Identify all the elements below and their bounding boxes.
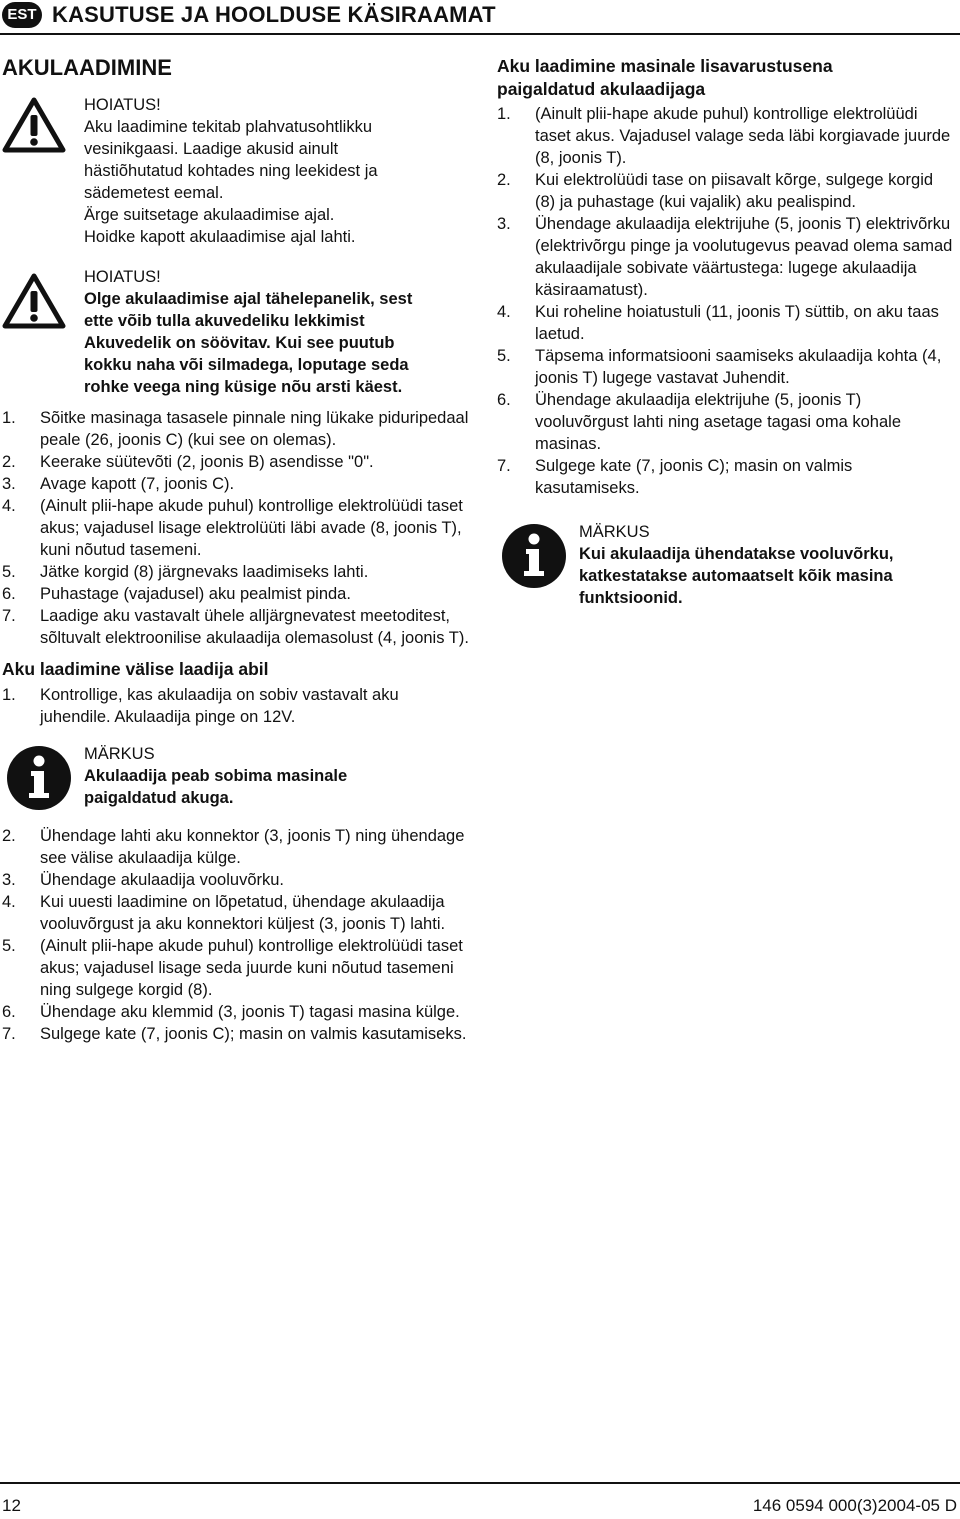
step-number: 4. [2,893,16,911]
step-number: 6. [2,585,16,603]
note-text-line: Akulaadija peab sobima masinale [84,767,348,785]
step-text: (Ainult plii-hape akude puhul) kontrollige elektrolüüdi taset akus; vajadusel lisage seda juurde kuni nõutud tasemeni ning sulgege korgid (8). [40,937,463,999]
step-number: 5. [497,347,511,365]
step-number: 7. [2,1025,16,1043]
info-circle-icon [6,745,72,811]
step-number: 1. [497,105,511,123]
external-charging-steps-continued [2,825,472,1045]
builtin-charger-steps [497,103,957,499]
step-text: Kui roheline hoiatustuli (11, joonis T) süttib, on aku taas laetud. [535,303,939,343]
warning-text-line: Hoidke kapott akulaadimise ajal lahti. [84,228,356,246]
step-number: 3. [2,475,16,493]
list-item [497,389,957,455]
warning-text-line: Aku laadimine tekitab plahvatusohtlikku [84,118,373,136]
list-item [2,495,472,561]
step-number: 7. [497,457,511,475]
list-item [2,1023,472,1045]
step-number: 6. [497,391,511,409]
subsection-title: Aku laadimine välise laadija abil [2,659,269,679]
left-column [2,54,472,1045]
list-item [2,869,472,891]
step-text: (Ainult plii-hape akude puhul) kontrollige elektrolüüdi taset akus. Vajadusel valage seda läbi korgiavade juurde (8, joonis T). [535,105,951,167]
step-text: Kui elektrolüüdi tase on piisavalt kõrge, sulgege korgid (8) ja puhastage (kui vajalik) aku pealispind. [535,171,934,211]
list-item [497,213,957,301]
step-text: Laadige aku vastavalt ühele alljärgnevatest meetoditest, sõltuvalt elektroonilise akulaadija olemasolust (4, joonis T). [40,607,469,647]
warning-notice-1 [2,94,472,248]
step-text: (Ainult plii-hape akude puhul) kontrollige elektrolüüdi taset akus; vajadusel lisage elektrolüüti läbi avade (8, joonis T), kuni nõutud tasemeni. [40,497,463,559]
footer-rule [0,1482,960,1484]
info-circle-icon [501,523,567,589]
warning-title: HOIATUS! [84,96,161,114]
list-item [497,455,957,499]
warning-text-line: Ärge suitsetage akulaadimise ajal. [84,206,335,224]
warning-notice-2 [2,266,472,398]
note-text-line: katkestatakse automaatselt kõik masina [579,567,893,585]
note-title: MÄRKUS [579,523,650,541]
warning-text-line: hästiõhutatud kohtades ning leekidest ja [84,162,378,180]
step-text: Ühendage akulaadija elektrijuhe (5, joonis T) vooluvõrgust lahti ning asetage tagasi oma kohale masinas. [535,391,901,453]
list-item [2,684,472,728]
step-number: 2. [2,453,16,471]
list-item [2,561,472,583]
subsection-title-line: paigaldatud akulaadijaga [497,79,706,99]
list-item [497,345,957,389]
info-notice [497,521,957,609]
step-number: 4. [497,303,511,321]
note-text-line: Kui akulaadija ühendatakse vooluvõrku, [579,545,894,563]
warning-text-line: Olge akulaadimise ajal tähelepanelik, sest [84,290,413,308]
right-column [497,55,957,609]
document-title: KASUTUSE JA HOOLDUSE KÄSIRAAMAT [52,2,496,27]
step-text: Ühendage aku klemmid (3, joonis T) tagasi masina külge. [40,1003,460,1021]
warning-title: HOIATUS! [84,268,161,286]
list-item [2,891,472,935]
step-text: Kontrollige, kas akulaadija on sobiv vastavalt aku juhendile. Akulaadija pinge on 12V. [40,686,399,726]
list-item [2,407,472,451]
document-code: 146 0594 000(3)2004-05 D [752,1496,957,1515]
warning-text-line: ette võib tulla akuvedeliku lekkimist [84,312,365,330]
external-charging-steps [2,684,472,728]
step-number: 1. [2,686,16,704]
section-title: AKULAADIMINE [2,55,172,80]
step-number: 2. [497,171,511,189]
warning-text-line: sädemetest eemal. [84,184,224,202]
page-number: 12 [2,1496,21,1515]
step-number: 3. [2,871,16,889]
warning-triangle-icon [2,272,66,330]
note-text-line: funktsioonid. [579,589,683,607]
warning-text-line: vesinikgaasi. Laadige akusid ainult [84,140,339,158]
list-item [2,935,472,1001]
step-number: 4. [2,497,16,515]
step-number: 2. [2,827,16,845]
step-text: Kui uuesti laadimine on lõpetatud, ühendage akulaadija vooluvõrgust ja aku konnektori küljest (3, joonis T) lahti. [40,893,446,933]
warning-text-line: rohke veega ning küsige nõu arsti käest. [84,378,403,396]
list-item [497,103,957,169]
step-text: Keerake süütevõti (2, joonis B) asendisse "0". [40,453,374,471]
list-item [497,301,957,345]
step-text: Avage kapott (7, joonis C). [40,475,235,493]
list-item [2,451,472,473]
step-number: 5. [2,563,16,581]
note-title: MÄRKUS [84,745,155,763]
page-header [0,0,960,34]
step-text: Ühendage akulaadija elektrijuhe (5, joonis T) elektrivõrku (elektrivõrgu pinge ja voolutugevus peavad olema samad akulaadijale sobivate väärtustega: lugege akulaadija käsiraamatust). [535,215,953,299]
step-text: Sulgege kate (7, joonis C); masin on valmis kasutamiseks. [535,457,853,497]
list-item [2,1001,472,1023]
info-notice [2,743,472,809]
list-item [2,605,472,649]
subsection-title [497,55,957,101]
step-number: 1. [2,409,16,427]
list-item [497,169,957,213]
step-number: 3. [497,215,511,233]
warning-triangle-icon [2,96,66,154]
step-text: Sõitke masinaga tasasele pinnale ning lükake piduripedaal peale (26, joonis C) (kui see on olemas). [40,409,469,449]
step-text: Puhastage (vajadusel) aku pealmist pinda. [40,585,351,603]
language-badge: EST [2,2,42,28]
note-text-line: paigaldatud akuga. [84,789,234,807]
list-item [2,825,472,869]
list-item [2,473,472,495]
step-text: Täpsema informatsiooni saamiseks akulaadija kohta (4, joonis T) lugege vastavat Juhendit. [535,347,942,387]
step-text: Ühendage akulaadija vooluvõrku. [40,871,285,889]
list-item [2,583,472,605]
step-text: Sulgege kate (7, joonis C); masin on valmis kasutamiseks. [40,1025,467,1043]
header-rule [0,33,960,35]
charging-steps [2,407,472,649]
warning-text-line: Akuvedelik on söövitav. Kui see puutub [84,334,395,352]
step-text: Jätke korgid (8) järgnevaks laadimiseks lahti. [40,563,369,581]
step-text: Ühendage lahti aku konnektor (3, joonis T) ning ühendage see välise akulaadija külge. [40,827,465,867]
step-number: 6. [2,1003,16,1021]
step-number: 7. [2,607,16,625]
warning-text-line: kokku naha või silmadega, loputage seda [84,356,409,374]
subsection-title-line: Aku laadimine masinale lisavarustusena [497,56,833,76]
step-number: 5. [2,937,16,955]
